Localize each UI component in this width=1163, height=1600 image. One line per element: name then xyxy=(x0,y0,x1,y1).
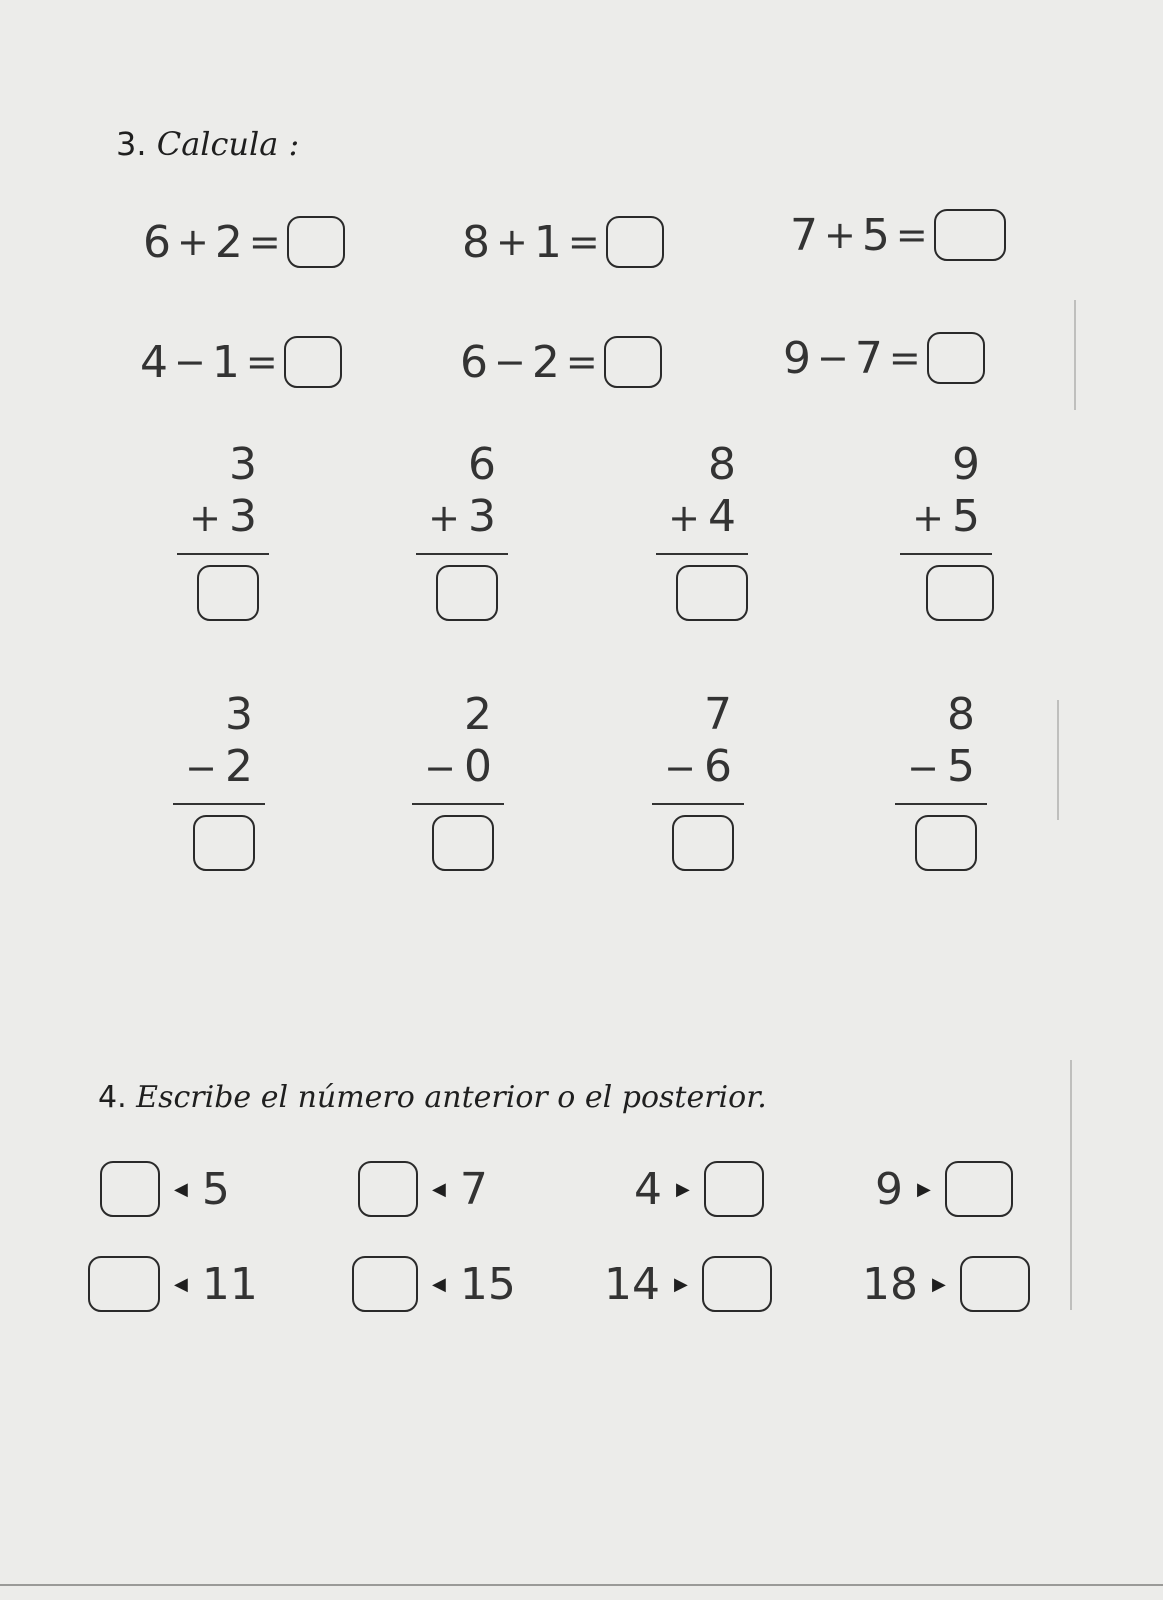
bottom-line xyxy=(668,492,736,543)
answer-box[interactable] xyxy=(960,1256,1030,1312)
equation-row2-3 xyxy=(783,328,985,388)
sequence-item-row2-2 xyxy=(352,1253,516,1315)
operator: − xyxy=(494,340,526,384)
sum-line xyxy=(177,553,269,555)
sequence-item-row1-3 xyxy=(634,1158,764,1220)
vertical-subtraction-1 xyxy=(173,690,273,890)
answer-box[interactable] xyxy=(284,336,342,388)
vertical-addition-1 xyxy=(177,440,277,640)
answer-box[interactable] xyxy=(672,815,734,871)
operand-b: 1 xyxy=(533,216,562,268)
vertical-subtraction-4 xyxy=(895,690,995,890)
plus-sign: + xyxy=(668,496,700,540)
arrow-left-icon: ◀ xyxy=(432,1178,446,1200)
section-4-title: Escribe el número anterior o el posterior. xyxy=(136,1080,767,1115)
answer-box[interactable] xyxy=(100,1161,160,1217)
bottom-line xyxy=(185,742,253,793)
equals-sign: = xyxy=(248,220,281,264)
operator: + xyxy=(177,220,209,264)
operand-b: 2 xyxy=(531,336,560,388)
bottom-number: 6 xyxy=(704,741,732,792)
answer-box[interactable] xyxy=(676,565,748,621)
answer-box[interactable] xyxy=(88,1256,160,1312)
arrow-left-icon: ◀ xyxy=(174,1178,188,1200)
operand-a: 6 xyxy=(460,336,488,388)
given-number: 5 xyxy=(201,1163,230,1215)
given-number: 7 xyxy=(459,1163,488,1215)
minus-sign: − xyxy=(424,746,456,790)
result-line xyxy=(173,803,265,805)
given-number: 18 xyxy=(862,1258,918,1310)
bottom-number: 5 xyxy=(952,491,980,542)
answer-box[interactable] xyxy=(358,1161,418,1217)
top-number: 6 xyxy=(468,439,496,490)
given-number: 4 xyxy=(634,1163,662,1215)
arrow-right-icon: ▶ xyxy=(676,1178,690,1200)
top-number: 3 xyxy=(229,439,257,490)
sequence-item-row2-3 xyxy=(604,1253,772,1315)
vertical-subtraction-3 xyxy=(652,690,752,890)
answer-box[interactable] xyxy=(702,1256,772,1312)
plus-sign: + xyxy=(189,496,221,540)
section-3-heading xyxy=(116,125,299,163)
sequence-item-row2-4 xyxy=(862,1253,1030,1315)
scan-edge-mark xyxy=(1070,1060,1072,1310)
operand-b: 2 xyxy=(214,216,243,268)
vertical-addition-4 xyxy=(900,440,1000,640)
operand-a: 7 xyxy=(790,209,818,261)
sequence-item-row1-1 xyxy=(100,1158,230,1220)
answer-box[interactable] xyxy=(926,565,994,621)
plus-sign: + xyxy=(428,496,460,540)
given-number: 11 xyxy=(201,1258,258,1310)
section-4-number: 4. xyxy=(98,1080,127,1115)
operand-b: 1 xyxy=(211,336,240,388)
vertical-addition-2 xyxy=(416,440,516,640)
answer-box[interactable] xyxy=(927,332,985,384)
sequence-item-row1-2 xyxy=(358,1158,488,1220)
sequence-item-row1-4 xyxy=(875,1158,1013,1220)
operator: − xyxy=(174,340,206,384)
section-3-title: Calcula : xyxy=(156,125,300,163)
equation-row2-2 xyxy=(460,332,662,392)
page-bottom-edge xyxy=(0,1584,1163,1586)
equals-sign: = xyxy=(888,336,921,380)
answer-box[interactable] xyxy=(193,815,255,871)
answer-box[interactable] xyxy=(606,216,664,268)
arrow-left-icon: ◀ xyxy=(174,1273,188,1295)
bottom-number: 2 xyxy=(225,741,253,792)
bottom-line xyxy=(664,742,732,793)
section-3-number: 3. xyxy=(116,125,147,163)
arrow-right-icon: ▶ xyxy=(674,1273,688,1295)
result-line xyxy=(895,803,987,805)
answer-box[interactable] xyxy=(436,565,498,621)
sum-line xyxy=(656,553,748,555)
equation-row1-3 xyxy=(790,205,1006,265)
equals-sign: = xyxy=(895,213,928,257)
bottom-number: 3 xyxy=(229,491,257,542)
equals-sign: = xyxy=(245,340,278,384)
answer-box[interactable] xyxy=(197,565,259,621)
scan-edge-mark xyxy=(1057,700,1059,820)
vertical-addition-3 xyxy=(656,440,756,640)
result-line xyxy=(412,803,504,805)
bottom-line xyxy=(424,742,492,793)
vertical-subtraction-2 xyxy=(412,690,512,890)
given-number: 9 xyxy=(875,1163,903,1215)
result-line xyxy=(652,803,744,805)
equation-row1-1 xyxy=(143,212,345,272)
top-number: 8 xyxy=(947,689,975,740)
section-4-heading xyxy=(98,1080,767,1115)
top-number: 3 xyxy=(225,689,253,740)
bottom-number: 0 xyxy=(464,741,492,792)
operand-b: 7 xyxy=(854,332,883,384)
equation-row1-2 xyxy=(462,212,664,272)
bottom-number: 5 xyxy=(947,741,975,792)
given-number: 15 xyxy=(459,1258,516,1310)
answer-box[interactable] xyxy=(604,336,662,388)
bottom-line xyxy=(907,742,975,793)
scan-edge-mark xyxy=(1074,300,1076,410)
operand-a: 4 xyxy=(140,336,168,388)
plus-sign: + xyxy=(912,496,944,540)
top-number: 2 xyxy=(464,689,492,740)
operand-b: 5 xyxy=(861,209,890,261)
sum-line xyxy=(416,553,508,555)
operator: − xyxy=(817,336,849,380)
minus-sign: − xyxy=(185,746,217,790)
arrow-right-icon: ▶ xyxy=(917,1178,931,1200)
given-number: 14 xyxy=(604,1258,660,1310)
top-number: 7 xyxy=(704,689,732,740)
answer-box[interactable] xyxy=(287,216,345,268)
equals-sign: = xyxy=(567,220,600,264)
top-number: 9 xyxy=(952,439,980,490)
equals-sign: = xyxy=(565,340,598,384)
answer-box[interactable] xyxy=(934,209,1006,261)
bottom-line xyxy=(189,492,257,543)
sum-line xyxy=(900,553,992,555)
minus-sign: − xyxy=(907,746,939,790)
answer-box[interactable] xyxy=(352,1256,418,1312)
answer-box[interactable] xyxy=(432,815,494,871)
operator: + xyxy=(496,220,528,264)
sequence-item-row2-1 xyxy=(88,1253,258,1315)
arrow-left-icon: ◀ xyxy=(432,1273,446,1295)
equation-row2-1 xyxy=(140,332,342,392)
arrow-right-icon: ▶ xyxy=(932,1273,946,1295)
answer-box[interactable] xyxy=(915,815,977,871)
top-number: 8 xyxy=(708,439,736,490)
operand-a: 9 xyxy=(783,332,811,384)
bottom-number: 3 xyxy=(468,491,496,542)
minus-sign: − xyxy=(664,746,696,790)
bottom-number: 4 xyxy=(708,491,736,542)
answer-box[interactable] xyxy=(704,1161,764,1217)
operator: + xyxy=(824,213,856,257)
operand-a: 6 xyxy=(143,216,171,268)
operand-a: 8 xyxy=(462,216,490,268)
bottom-line xyxy=(912,492,980,543)
answer-box[interactable] xyxy=(945,1161,1013,1217)
bottom-line xyxy=(428,492,496,543)
